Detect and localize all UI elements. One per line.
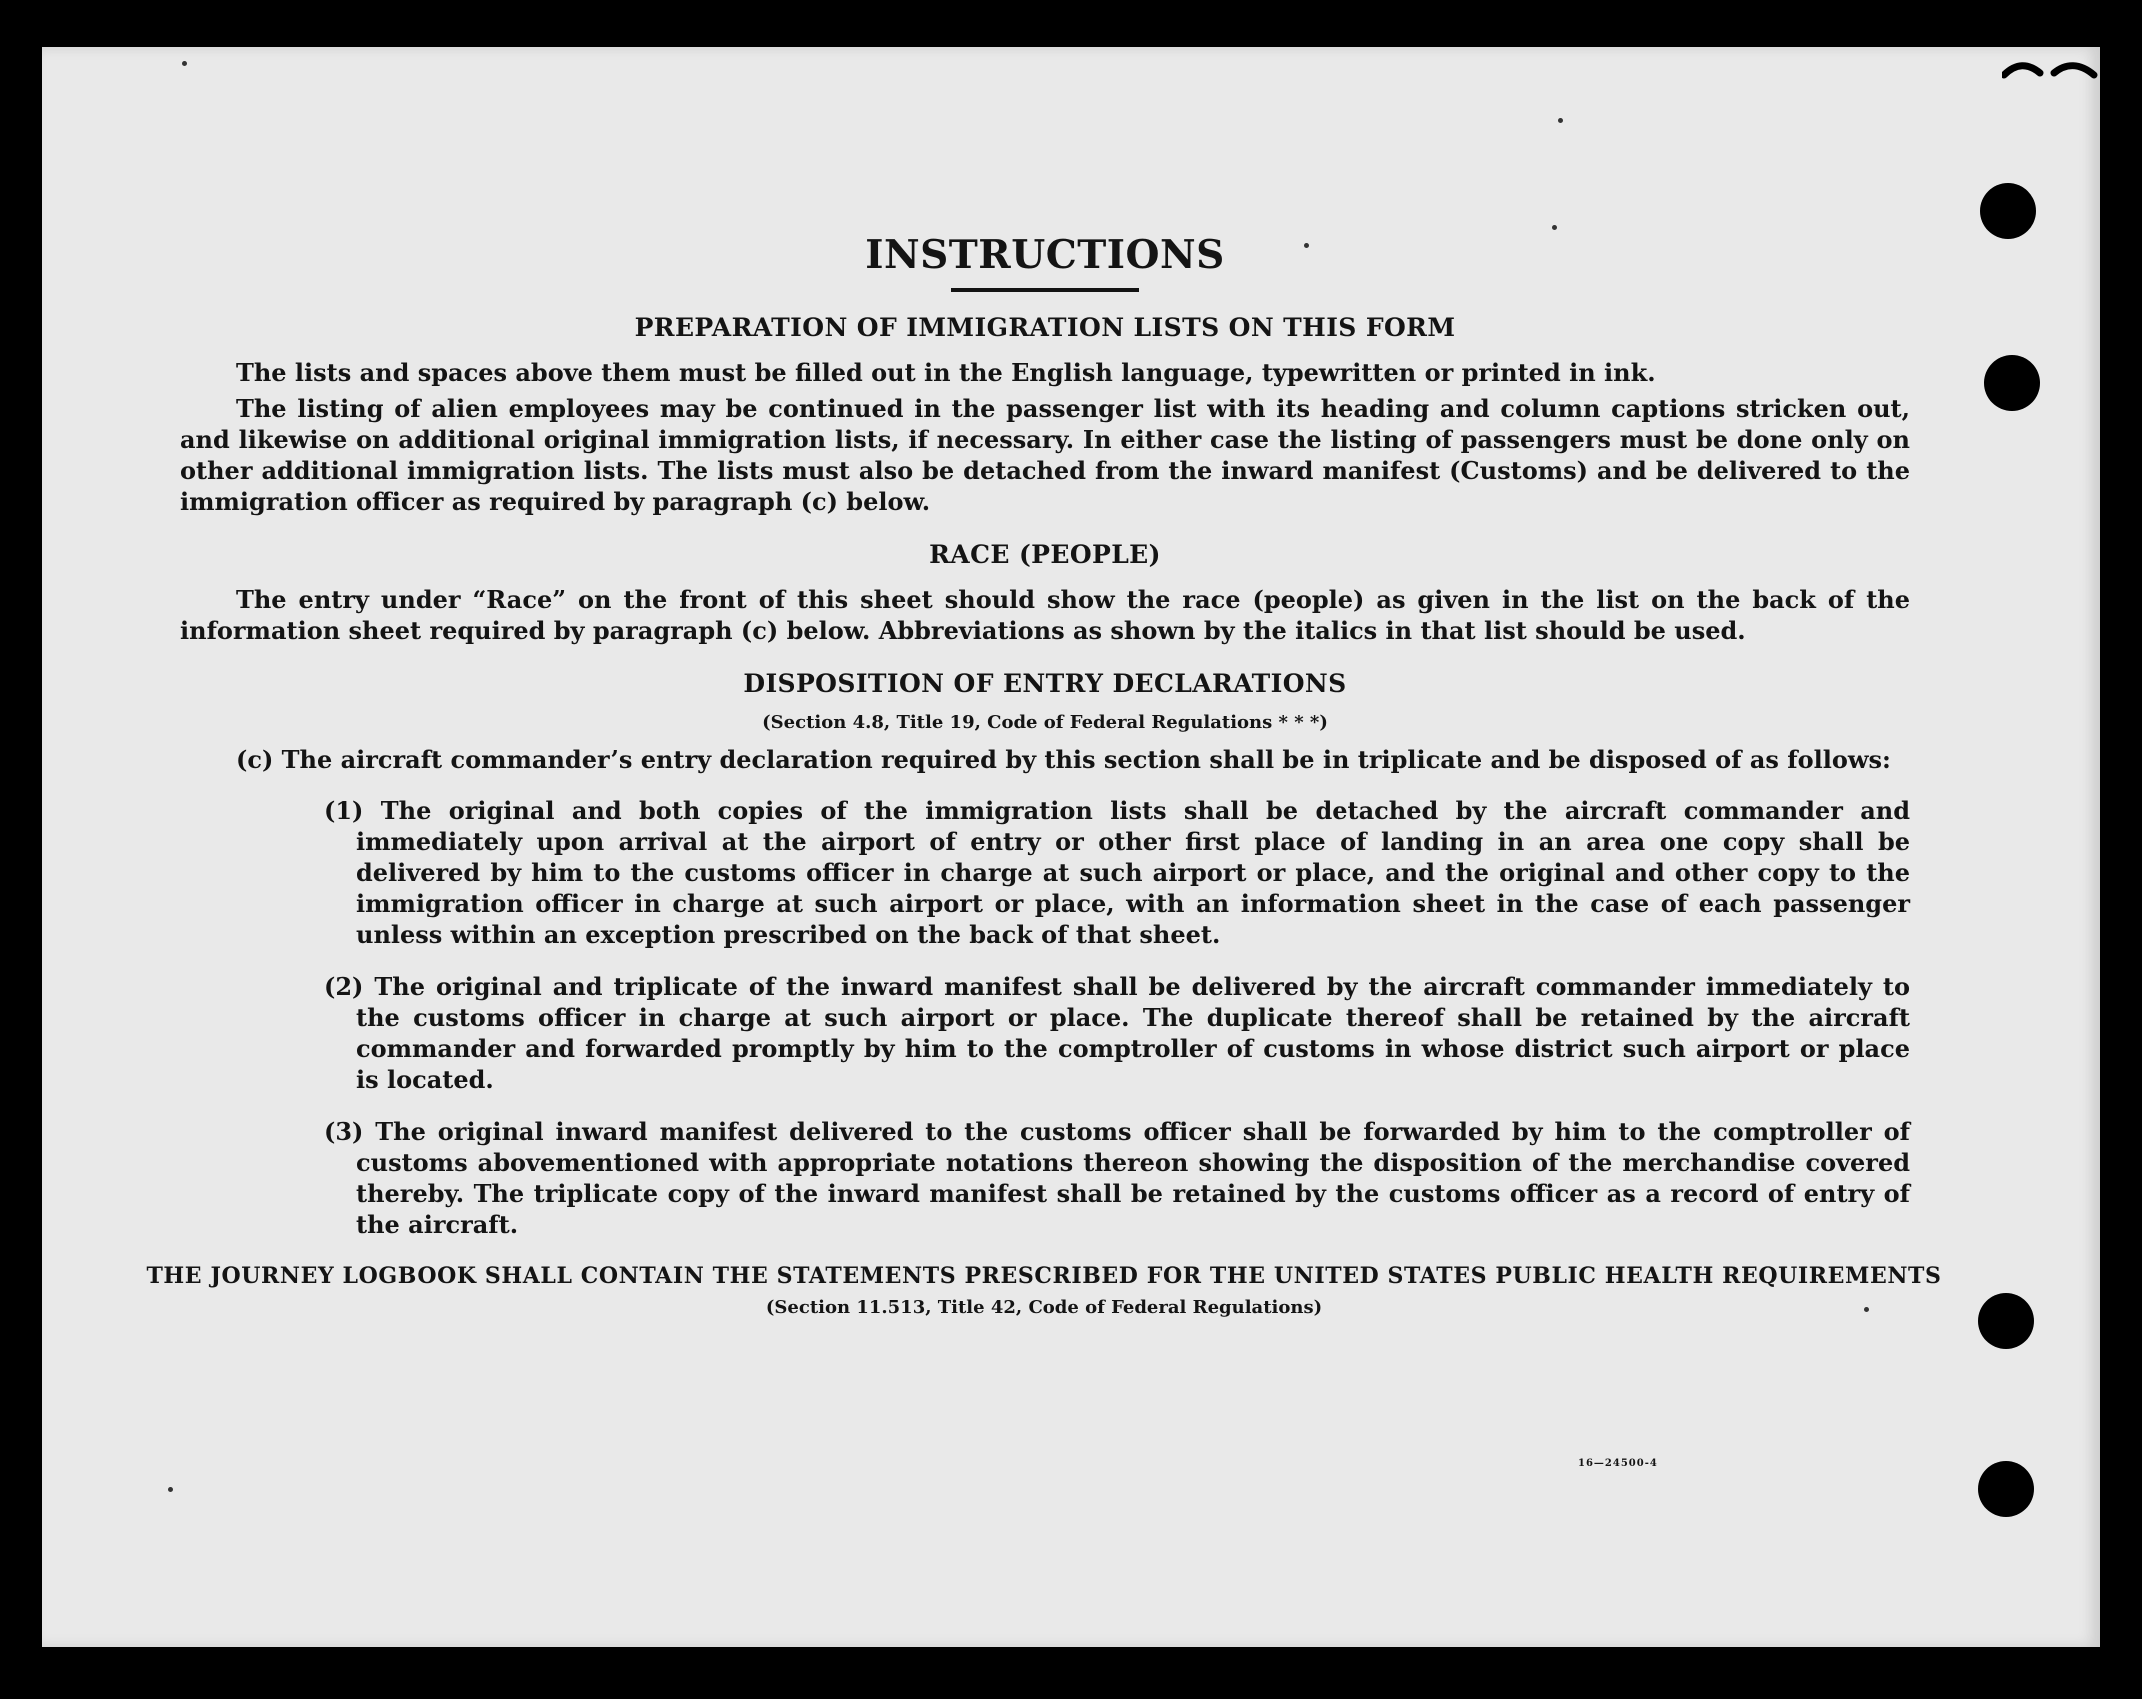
dust-speck (182, 61, 187, 66)
public-health-statement: THE JOURNEY LOGBOOK SHALL CONTAIN THE STATEMENTS PRESCRIBED FOR THE UNITED STATES PUBLIC HEALTH REQUIREMENTS (146, 1263, 1942, 1289)
disposition-item-1: (1) The original and both copies of the immigration lists shall be detached by the aircraft commander and immediately upon arrival at the airport of entry or other first place of landing in an area one copy shall be delivered by him to the customs officer in charge at such airport or place, and the original and other copy to the immigration officer in charge at such airport or place, with an information sheet in the case of each passenger unless within an exception prescribed on the back of that sheet. (324, 796, 1910, 949)
instructions-content (146, 232, 1942, 1323)
binder-hole (1980, 183, 2036, 239)
title-underline (951, 288, 1139, 292)
disposition-lead: (c) The aircraft commander’s entry declaration required by this section shall be in triplicate and be disposed of as follows: (236, 745, 1891, 774)
preparation-paragraph-1: The lists and spaces above them must be filled out in the English language, typewritten or printed in ink. (236, 358, 1656, 387)
disposition-item-2: (2) The original and triplicate of the inward manifest shall be delivered by the aircraft commander immediately to the customs officer in charge at such airport or place. The duplicate thereof shall be retained by the aircraft commander and forwarded promptly by him to the comptroller of customs in whose district such airport or place is located. (324, 972, 1910, 1094)
race-heading: RACE (PEOPLE) (929, 540, 1161, 569)
race-paragraph: The entry under “Race” on the front of this sheet should show the race (people) as given in the list on the back of the information sheet required by paragraph (c) below. Abbreviations as shown by the italics in that list should be used. (180, 585, 1910, 645)
binder-hole (1978, 1293, 2034, 1349)
page-title: INSTRUCTIONS (865, 232, 1225, 278)
preparation-heading: PREPARATION OF IMMIGRATION LISTS ON THIS FORM (634, 313, 1456, 342)
form-number: 16—24500-4 (1578, 1458, 1658, 1469)
binder-hole (1984, 355, 2040, 411)
dust-speck (1552, 225, 1557, 230)
corner-pencil-mark (2002, 59, 2098, 81)
dust-speck (1558, 118, 1563, 123)
binder-hole (1978, 1461, 2034, 1517)
public-health-reference: (Section 11.513, Title 42, Code of Federal Regulations) (765, 1297, 1323, 1318)
preparation-paragraph-2: The listing of alien employees may be continued in the passenger list with its heading and column captions stricken out, and likewise on additional original immigration lists, if necessary. In either case the listing of passengers must be done only on other additional immigration lists. The lists must also be detached from the inward manifest (Customs) and be delivered to the immigration officer as required by paragraph (c) below. (180, 394, 1910, 516)
dust-speck (168, 1487, 173, 1492)
disposition-item-3: (3) The original inward manifest delivered to the customs officer shall be forwarded by him to the comptroller of customs abovementioned with appropriate notations thereon showing the disposition of the merchandise covered thereby. The triplicate copy of the inward manifest shall be retained by the customs officer as a record of entry of the aircraft. (324, 1117, 1910, 1239)
disposition-heading: DISPOSITION OF ENTRY DECLARATIONS (743, 669, 1347, 698)
disposition-reference: (Section 4.8, Title 19, Code of Federal Regulations * * *) (762, 712, 1328, 733)
